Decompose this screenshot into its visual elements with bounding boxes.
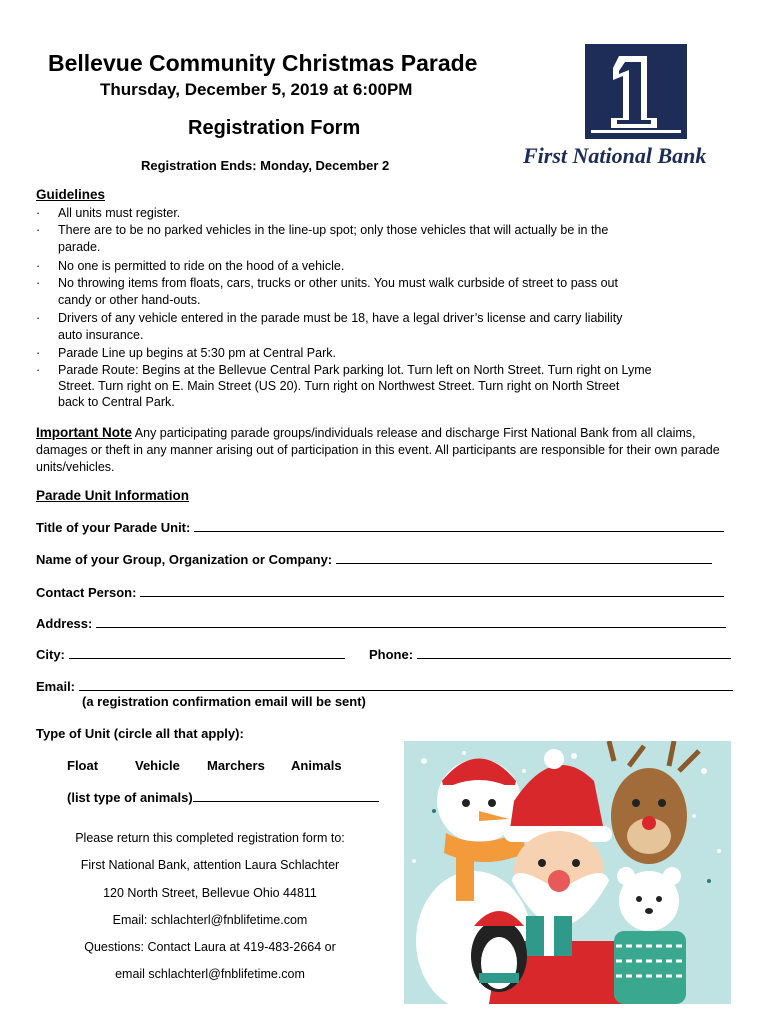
guideline-line: [36, 292, 726, 309]
guideline-line: [36, 310, 726, 327]
option-float[interactable]: Float: [67, 758, 99, 773]
return-address: 120 North Street, Bellevue Ohio 44811: [103, 886, 317, 900]
city-field[interactable]: [36, 647, 345, 662]
bank-name-logo-text: First National Bank: [523, 143, 707, 168]
guideline-text: Drivers of any vehicle entered in the parade must be 18, have a legal driver’s license and carry liability: [58, 311, 623, 325]
phone-label: Phone:: [369, 647, 414, 662]
bullet-icon: ·: [36, 311, 41, 325]
guideline-text: No one is permitted to ride on the hood of a vehicle.: [58, 259, 345, 273]
unit-title-line[interactable]: [194, 520, 724, 532]
bullet-icon: ·: [36, 346, 41, 360]
phone-line[interactable]: [417, 647, 731, 659]
registration-deadline: Registration Ends: Monday, December 2: [141, 158, 390, 173]
guideline-text: Parade Route: Begins at the Bellevue Central Park parking lot. Turn left on North Street. Turn right on Lyme: [58, 363, 652, 377]
city-label: City:: [36, 647, 65, 662]
group-name-field[interactable]: [36, 552, 712, 567]
return-attention: First National Bank, attention Laura Schlachter: [80, 858, 340, 872]
important-note: [36, 424, 736, 476]
christmas-art-svg: [404, 741, 731, 1004]
guideline-text: There are to be no parked vehicles in the line-up spot; only those vehicles that will actually be in the: [58, 223, 609, 237]
unit-title-label: Title of your Parade Unit:: [36, 520, 191, 535]
guideline-line: [36, 205, 726, 222]
guideline-text: parade.: [58, 240, 101, 254]
bullet-icon: ·: [36, 276, 41, 290]
christmas-characters-illustration: [404, 741, 731, 1004]
address-line[interactable]: [96, 616, 726, 628]
return-email: Email: schlachterl@fnblifetime.com: [112, 913, 308, 927]
important-note-text: Any participating parade groups/individuals release and discharge First National Bank from all claims, damages or theft in any manner arising out of participation in this event. All participants are responsible for their own parade units/vehicles.: [36, 426, 720, 474]
questions-email: email schlachterl@fnblifetime.com: [115, 967, 305, 981]
guideline-text: auto insurance.: [58, 328, 144, 342]
bank-logo: [585, 44, 687, 139]
parade-date: Thursday, December 5, 2019 at 6:00PM: [100, 80, 413, 99]
guideline-line: [36, 275, 726, 292]
email-line[interactable]: [79, 679, 733, 691]
important-note-label: Important Note: [36, 425, 132, 440]
guideline-text: Street. Turn right on E. Main Street (US 20). Turn right on Northwest Street. Turn right on North Street: [58, 379, 620, 393]
guideline-text: No throwing items from floats, cars, trucks or other units. You must walk curbside of street to pass out: [58, 276, 618, 290]
unit-type-label: Type of Unit (circle all that apply):: [36, 726, 244, 741]
guideline-line: [36, 222, 726, 239]
questions-contact: Questions: Contact Laura at 419-483-2664 or: [84, 940, 336, 954]
bullet-icon: ·: [36, 206, 41, 220]
guideline-line: [36, 239, 726, 256]
contact-person-field[interactable]: [36, 585, 724, 600]
guideline-line: [36, 378, 726, 395]
animals-label: (list type of animals): [67, 790, 193, 805]
guideline-line: [36, 258, 726, 275]
guideline-line: [36, 327, 726, 344]
email-label: Email:: [36, 679, 76, 694]
address-field[interactable]: [36, 616, 726, 631]
contact-person-label: Contact Person:: [36, 585, 137, 600]
guidelines-heading: Guidelines: [36, 187, 106, 202]
parade-title: Bellevue Community Christmas Parade: [48, 50, 478, 76]
bullet-icon: ·: [36, 259, 41, 273]
option-marchers[interactable]: Marchers: [207, 758, 265, 773]
form-title: Registration Form: [188, 117, 361, 139]
guideline-line: [36, 362, 726, 379]
animals-field[interactable]: [67, 790, 379, 805]
bullet-icon: ·: [36, 363, 41, 377]
group-name-line[interactable]: [336, 552, 712, 564]
email-note: (a registration confirmation email will be sent): [82, 694, 366, 709]
guideline-text: All units must register.: [58, 206, 181, 220]
guideline-text: Parade Line up begins at 5:30 pm at Central Park.: [58, 346, 336, 360]
phone-field[interactable]: [369, 647, 731, 662]
city-line[interactable]: [69, 647, 345, 659]
bullet-icon: ·: [36, 223, 41, 237]
option-vehicle[interactable]: Vehicle: [135, 758, 180, 773]
guideline-text: back to Central Park.: [58, 395, 175, 409]
email-field[interactable]: [36, 679, 733, 694]
animals-line[interactable]: [193, 790, 379, 802]
option-animals[interactable]: Animals: [291, 758, 342, 773]
return-instructions: Please return this completed registration form to:: [75, 831, 345, 845]
numeral-one-logo-mark: [585, 44, 687, 139]
unit-title-field[interactable]: [36, 520, 724, 535]
unit-info-heading: Parade Unit Information: [36, 488, 190, 503]
address-label: Address:: [36, 616, 93, 631]
guideline-line: [36, 345, 726, 362]
guideline-line: [36, 394, 726, 411]
group-name-label: Name of your Group, Organization or Company:: [36, 552, 333, 567]
guideline-text: candy or other hand-outs.: [58, 293, 201, 307]
contact-person-line[interactable]: [140, 585, 724, 597]
